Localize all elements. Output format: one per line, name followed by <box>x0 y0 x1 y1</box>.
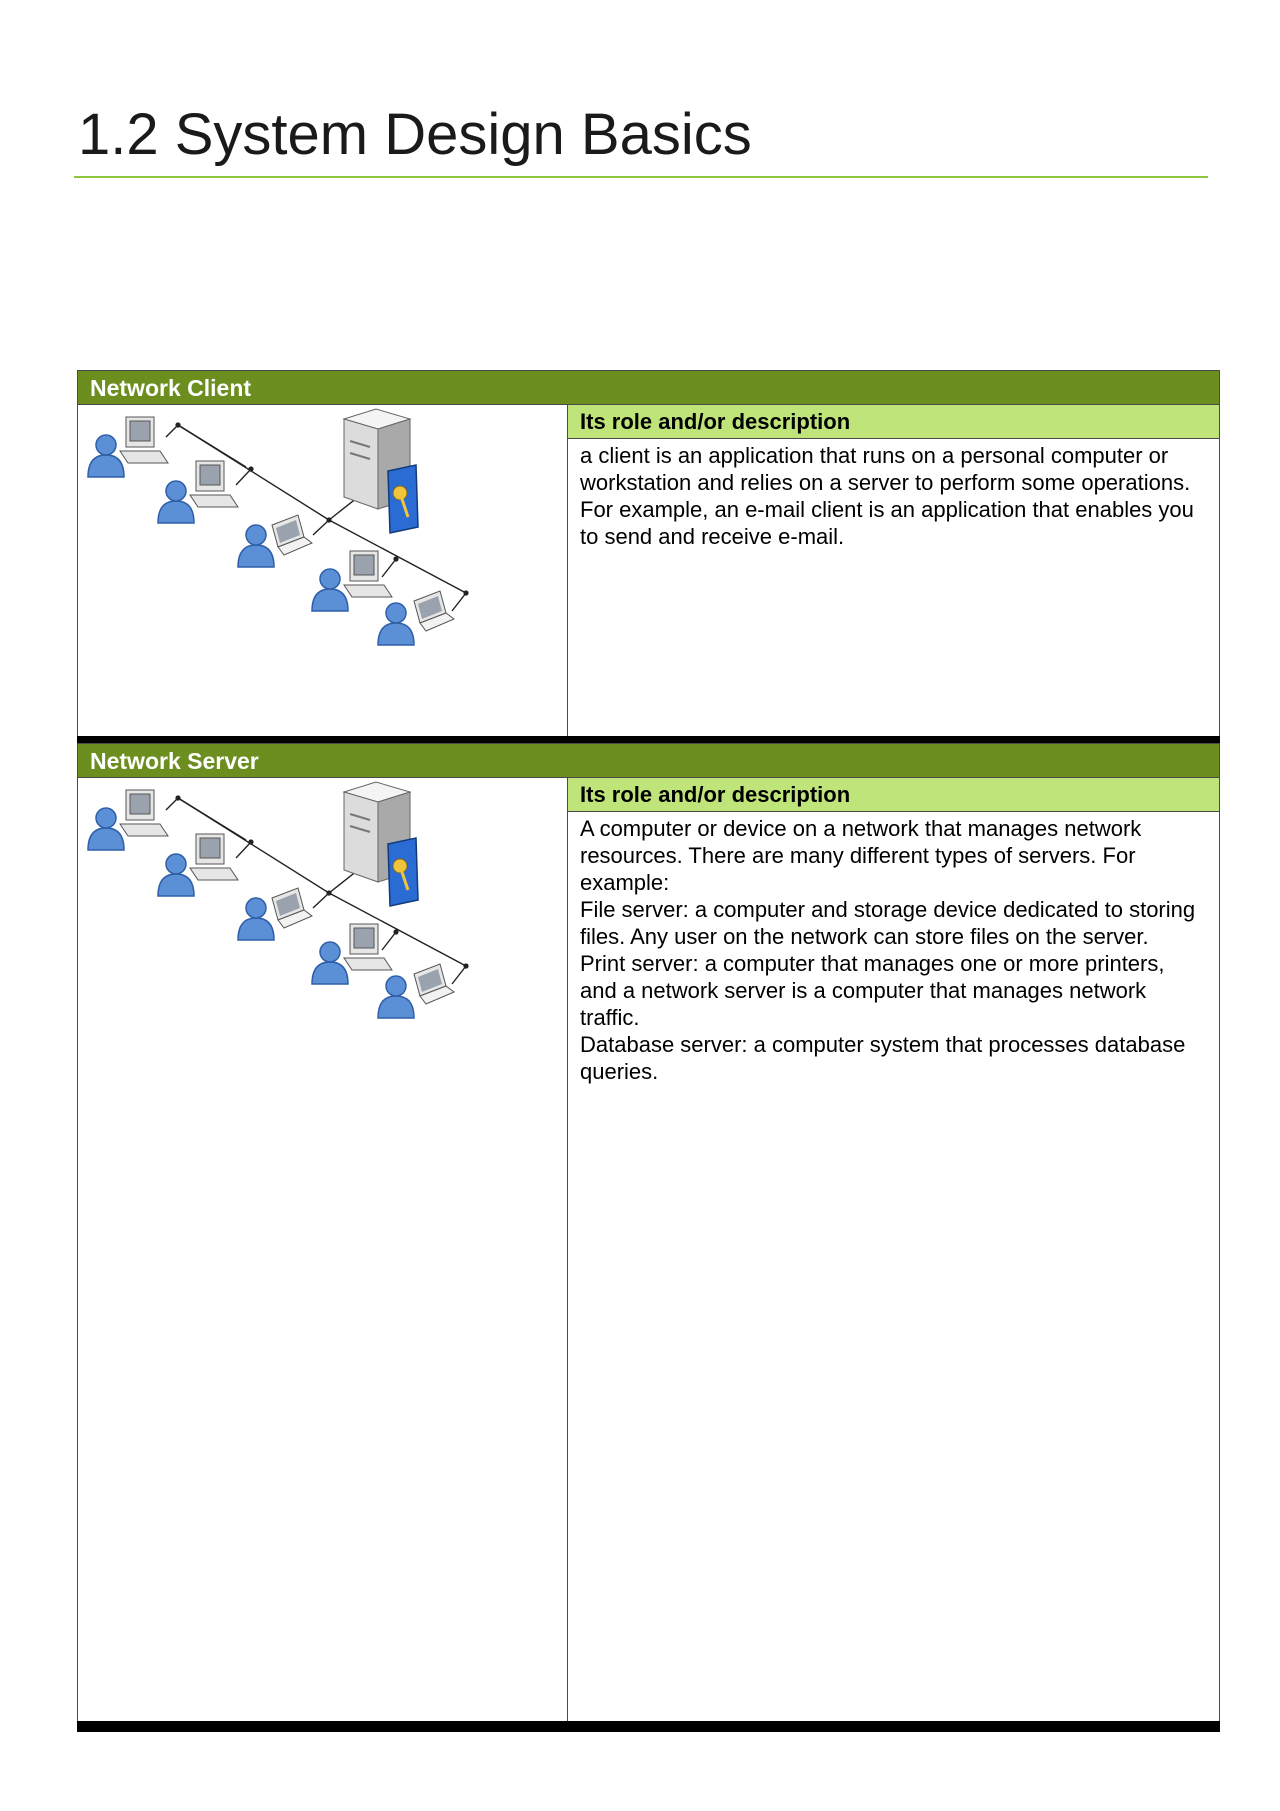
desktop-computer-icon <box>190 834 238 880</box>
license-box-icon <box>388 465 418 533</box>
user-icon <box>158 854 194 896</box>
description-paragraph: A computer or device on a network that manages network resources. There are many different types of servers. For example: <box>580 816 1142 895</box>
user-icon <box>88 808 124 850</box>
user-icon <box>88 435 124 477</box>
section-body <box>78 778 1219 1731</box>
user-icon <box>158 481 194 523</box>
laptop-icon <box>414 591 454 631</box>
diagram-cell <box>78 778 568 1731</box>
desktop-computer-icon <box>120 790 168 836</box>
description-paragraph: Print server: a computer that manages one or more printers, and a network server is a computer that manages network traffic. <box>580 951 1165 1030</box>
user-icon <box>378 976 414 1018</box>
description-header: Its role and/or description <box>568 778 1219 812</box>
user-icon <box>238 525 274 567</box>
laptop-icon <box>272 515 312 555</box>
user-icon <box>238 898 274 940</box>
section-header: Network Server <box>78 744 1219 778</box>
network-client-section <box>77 370 1220 747</box>
section-header: Network Client <box>78 371 1219 405</box>
description-text <box>568 812 1219 1085</box>
user-icon <box>312 942 348 984</box>
description-text <box>568 439 1219 550</box>
laptop-icon <box>272 888 312 928</box>
license-box-icon <box>388 838 418 906</box>
laptop-icon <box>414 964 454 1004</box>
network-server-section <box>77 743 1220 1732</box>
user-icon <box>312 569 348 611</box>
description-paragraph: a client is an application that runs on a personal computer or workstation and relies on a server to perform some operations. For example, an e-mail client is an application that enables you to send and receive e-mail. <box>580 443 1194 549</box>
description-cell <box>568 778 1219 1731</box>
desktop-computer-icon <box>190 461 238 507</box>
network-cables <box>166 795 469 984</box>
description-paragraph: File server: a computer and storage device dedicated to storing files. Any user on the network can store files on the server. <box>580 897 1196 949</box>
network-diagram <box>86 407 556 697</box>
section-bottom-rule <box>77 1721 1220 1732</box>
network-cables <box>166 422 469 611</box>
section-body <box>78 405 1219 746</box>
page-title: 1.2 System Design Basics <box>78 102 752 167</box>
user-icon <box>378 603 414 645</box>
network-diagram <box>86 780 556 1070</box>
description-cell <box>568 405 1219 746</box>
desktop-computer-icon <box>120 417 168 463</box>
diagram-cell <box>78 405 568 746</box>
description-paragraph: Database server: a computer system that processes database queries. <box>580 1032 1186 1084</box>
title-divider <box>74 176 1208 178</box>
description-header: Its role and/or description <box>568 405 1219 439</box>
